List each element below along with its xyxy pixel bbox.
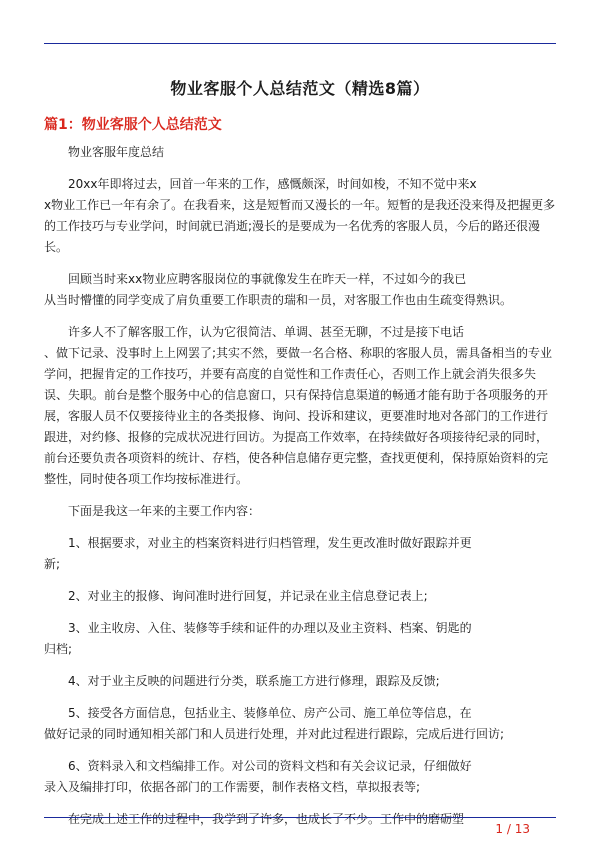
list-item-continuation: 做好记录的同时通知相关部门和人员进行处理，并对此过程进行跟踪，完成后进行回访; [44, 727, 505, 741]
paragraph: x物业工作已一年有余了。在我看来，这是短暂而又漫长的一年。短暂的是我还没来得及把握更多的工作技巧与专业学问，时间就已消逝;漫长的是要成为一名优秀的客服人员，今后的路还很漫长。 [44, 198, 556, 254]
paragraph: 许多人不了解客服工作，认为它很简洁、单调、甚至无聊，不过是接下电话 [68, 325, 465, 339]
paragraph: 20xx年即将过去，回首一年来的工作，感慨颇深，时间如梭，不知不觉中来x [68, 177, 477, 191]
list-item-continuation: 录入及编排打印，依据各部门的工作需要，制作表格文档，草拟报表等; [44, 780, 421, 794]
list-item: 3、业主收房、入住、装修等手续和证件的办理以及业主资料、档案、钥匙的 [68, 621, 472, 635]
paragraph: 回顾当时来xx物业应聘客服岗位的事就像发生在昨天一样，不过如今的我已 [68, 272, 467, 286]
section-heading: 篇1：物业客服个人总结范文 [44, 117, 222, 133]
footer-rule [44, 817, 556, 818]
paragraph: 下面是我这一年来的主要工作内容： [68, 504, 261, 518]
paragraph: 从当时懵懂的同学变成了肩负重要工作职责的瑞和一员，对客服工作也由生疏变得熟识。 [44, 293, 513, 307]
list-item: 2、对业主的报修、询问准时进行回复，并记录在业主信息登记表上; [68, 589, 428, 603]
paragraph: 物业客服年度总结 [68, 145, 165, 159]
document-body [44, 142, 558, 830]
list-item: 4、对于业主反映的问题进行分类，联系施工方进行修理，跟踪及反馈; [68, 674, 440, 688]
list-item-continuation: 归档; [44, 642, 73, 656]
header-rule [44, 43, 556, 44]
list-item: 5、接受各方面信息，包括业主、装修单位、房产公司、施工单位等信息，在 [68, 706, 472, 720]
list-item: 1、根据要求，对业主的档案资料进行归档管理，发生更改准时做好跟踪并更 [68, 536, 472, 550]
list-item-continuation: 新; [44, 557, 61, 571]
page-number: 1 / 13 [495, 822, 530, 836]
document-title: 物业客服个人总结范文（精选8篇） [170, 79, 430, 98]
paragraph: 在完成上述工作的过程中，我学到了许多，也成长了不少。工作中的磨砺塑 [68, 812, 465, 826]
paragraph: 、做下记录、没事时上上网罢了;其实不然，要做一名合格、称职的客服人员，需具备相当的专业学问，把握肯定的工作技巧，并要有高度的自觉性和工作责任心，否则工作上就会消失很多失误、失职。前台是整个服务中心的信息窗口，只有保持信息渠道的畅通才能有助于各项服务的开展，客服人员不仅要接待业主的各类报修、询问、投诉和建议，更要准时地对各部门的工作进行跟进，对约修、报修的完成状况进行回访。为提高工作效率，在持续做好各项接待纪录的同时，前台还要负责各项资料的统计、存档，使各种信息储存更完整，查找更便利，保持原始资料的完整性，同时使各项工作均按标准进行。 [44, 346, 553, 486]
list-item: 6、资料录入和文档编排工作。对公司的资料文档和有关会议记录，仔细做好 [68, 759, 472, 773]
